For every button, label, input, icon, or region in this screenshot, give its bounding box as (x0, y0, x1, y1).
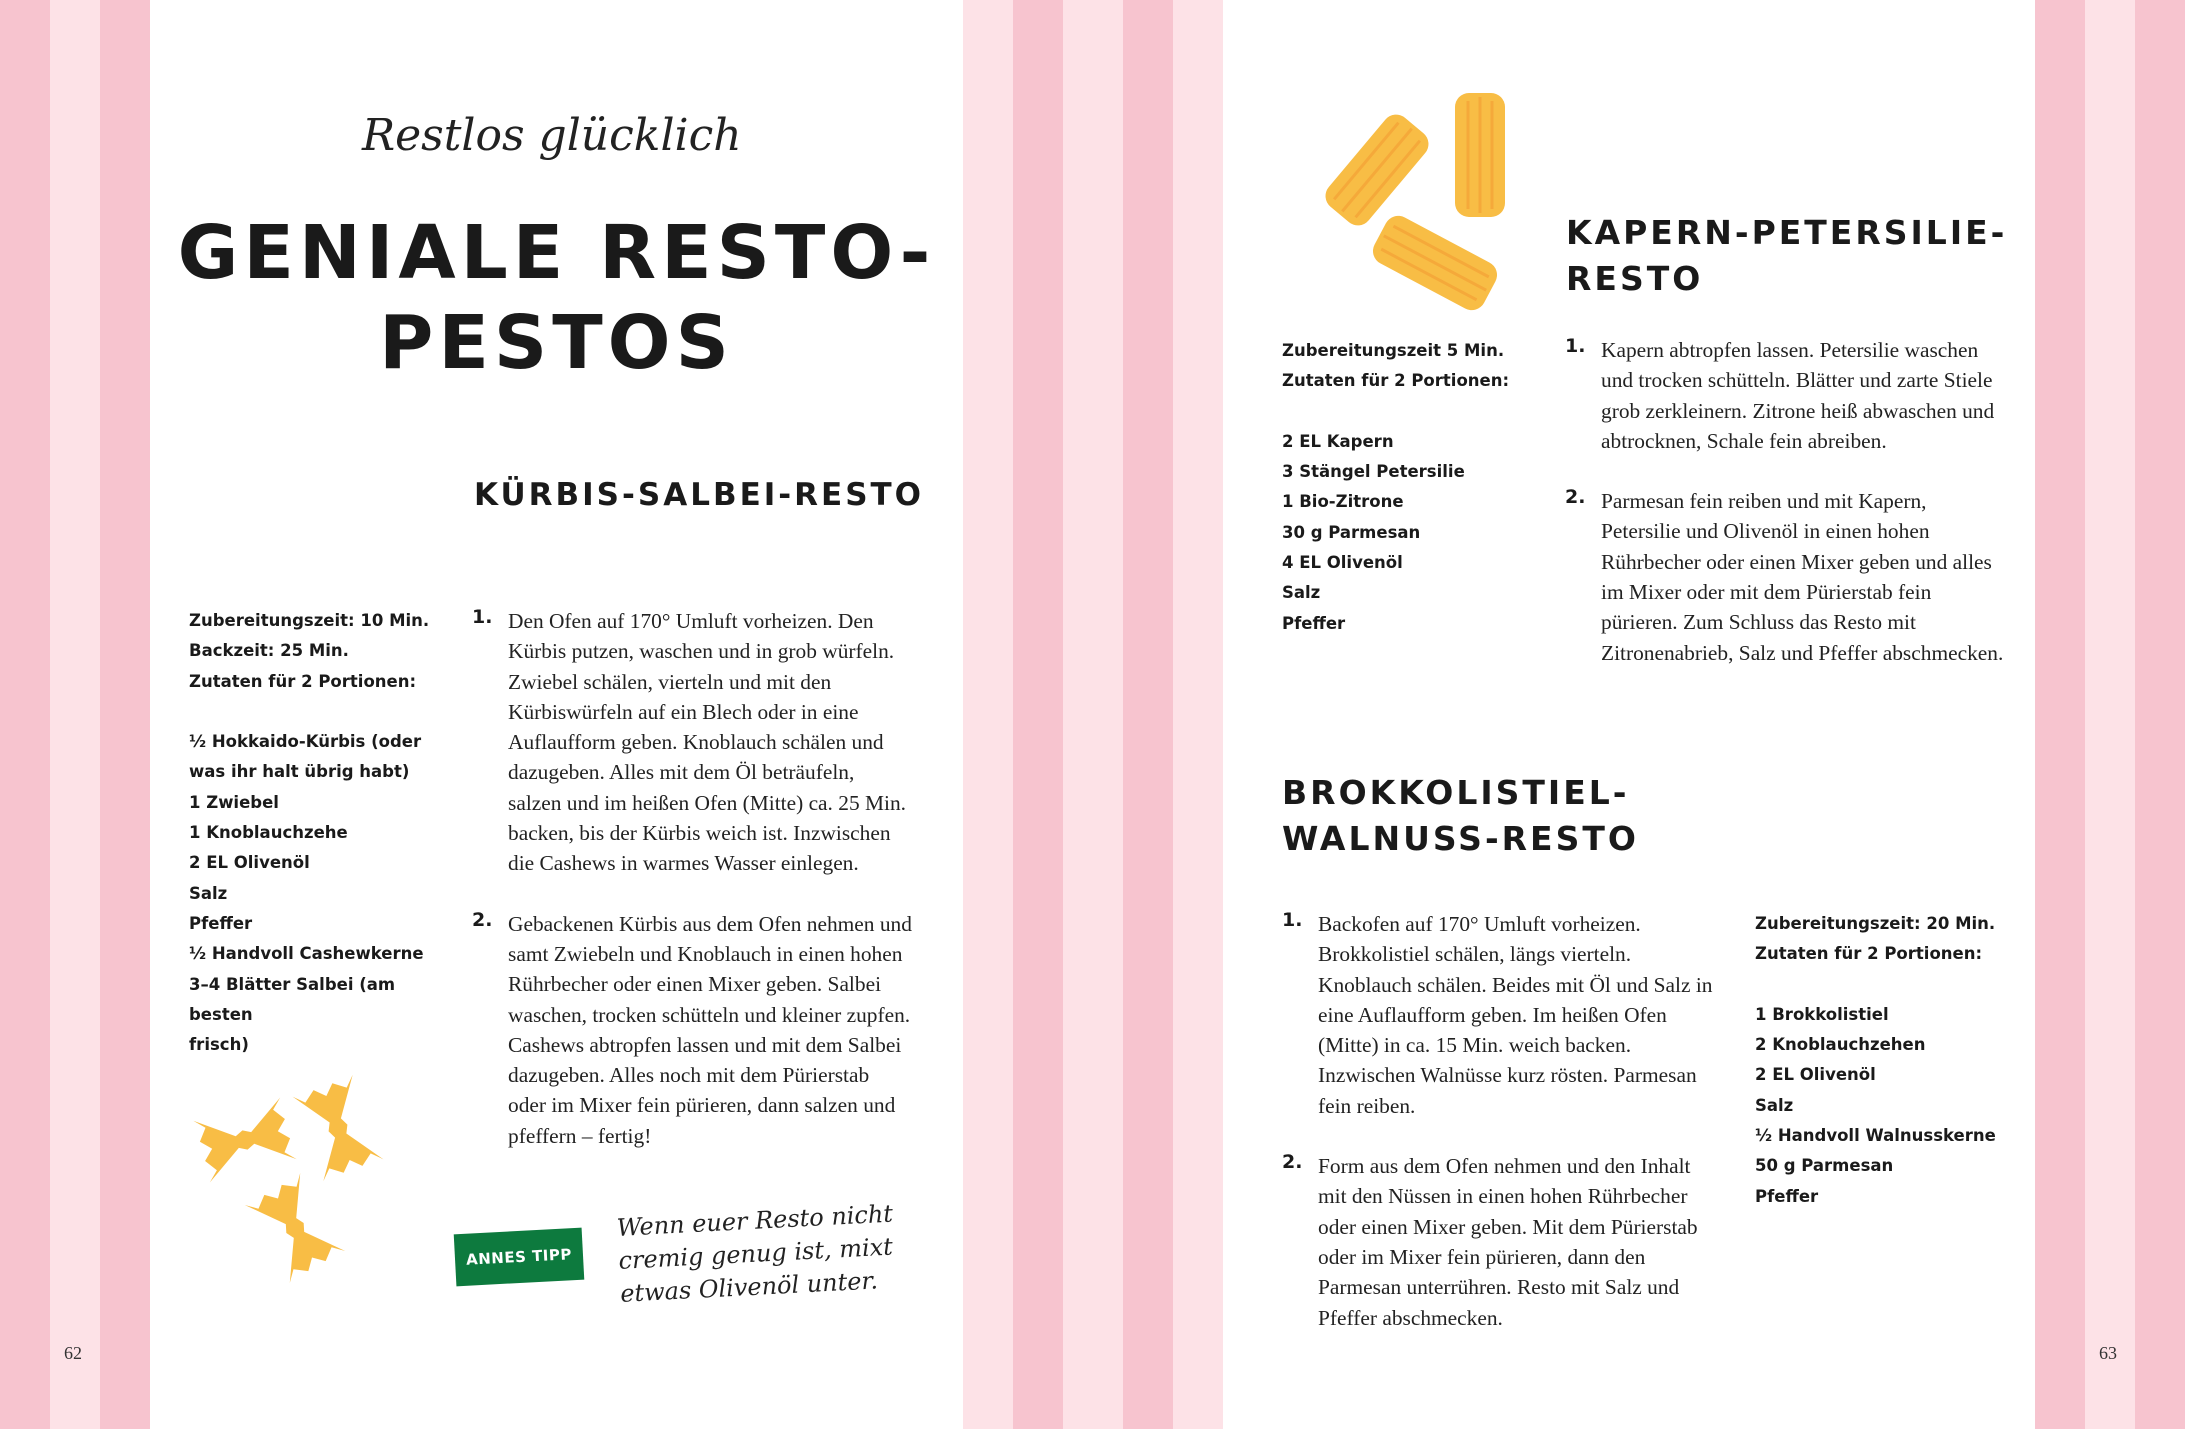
farfalle-pasta-icon (190, 1080, 390, 1280)
recipe-title-line: BROKKOLISTIEL- (1282, 773, 1630, 812)
tip-badge: ANNES TIPP (454, 1228, 585, 1287)
stripe (0, 0, 50, 1429)
step-item (1282, 909, 1714, 1121)
stripe (100, 0, 150, 1429)
ingredient: Pfeffer (1755, 1186, 1819, 1206)
ingredient: was ihr halt übrig habt) (189, 762, 410, 782)
step-text: Den Ofen auf 170° Umluft vorheizen. Den Kürbis putzen, waschen und in grob würfeln. Zwiebel schälen, vierteln und mit den Kürbiswürfeln auf ein Blech oder in eine Auflaufform geben. Knoblauch schälen und dazugeben. Alles mit dem Öl beträufeln, salzen und im heißen Ofen (Mitte) ca. 25 Min. backen, bis der Kürbis weich ist. Inzwischen die Cashews in warmes Wasser einlegen. (508, 609, 906, 876)
tip-text: Wenn euer Resto nicht cremig genug ist, mixt etwas Olivenöl unter. (616, 1199, 894, 1308)
stripe (1173, 0, 1223, 1429)
ingredient: Salz (1755, 1095, 1794, 1115)
step-number: 1. (472, 606, 493, 628)
recipe-title (1282, 770, 1639, 862)
recipe-title-line: WALNUSS-RESTO (1282, 819, 1639, 858)
prep-time: Zubereitungszeit: 20 Min. (1755, 914, 1996, 933)
recipe-meta (1282, 336, 1542, 639)
ingredient: 2 EL Olivenöl (1755, 1065, 1876, 1085)
step-text: Backofen auf 170° Umluft vorheizen. Brokkolistiel schälen, längs vierteln. Knoblauch schälen. Beides mit Öl und Salz in eine Auflaufform geben. Im heißen Ofen (Mitte) in ca. 15 Min. weich backen. Inzwischen Walnüsse kurz rösten. Parmesan fein reiben. (1318, 912, 1713, 1118)
step-item (1565, 486, 2005, 668)
step-text: Gebackenen Kürbis aus dem Ofen nehmen und samt Zwiebeln und Knoblauch in einen hohen Rührbecher oder einen Mixer geben. Salbei waschen, trocken schütteln und kleiner zupfen. Cashews abtropfen lassen und mit dem Salbei dazugeben. Alles noch mit dem Pürierstab oder im Mixer fein pürieren, dann salzen und pfeffern – fertig! (508, 911, 912, 1148)
rigatoni-pasta-icon (1315, 85, 1515, 315)
recipe-meta (1755, 909, 2015, 1212)
ingredient: 4 EL Olivenöl (1282, 553, 1403, 573)
step-item (1282, 1151, 1714, 1333)
stripe (1123, 0, 1173, 1429)
steps-list (1282, 909, 1714, 1363)
recipe-title (1566, 210, 2007, 302)
recipe-meta (189, 606, 459, 1060)
recipe-title-line: RESTO (1566, 259, 1704, 298)
step-number: 1. (1282, 909, 1303, 931)
prep-time: Zubereitungszeit 5 Min. (1282, 341, 1505, 360)
step-number: 2. (472, 908, 493, 931)
servings: Zutaten für 2 Portionen: (1755, 944, 1983, 964)
step-item (472, 606, 912, 879)
ingredient: Salz (1282, 583, 1321, 603)
page-title-line: GENIALE RESTO- (177, 210, 936, 296)
ingredient: ½ Hokkaido-Kürbis (oder (189, 732, 422, 752)
ingredient: 1 Brokkolistiel (1755, 1004, 1889, 1024)
stripe (1063, 0, 1123, 1429)
ingredient: 2 EL Olivenöl (189, 853, 310, 873)
step-number: 2. (1282, 1151, 1303, 1174)
ingredient: Pfeffer (189, 913, 253, 933)
kicker-script: Restlos glücklich (362, 110, 742, 161)
page-number: 62 (64, 1343, 82, 1363)
ingredient: 2 EL Kapern (1282, 431, 1394, 451)
ingredient: ½ Handvoll Walnusskerne (1755, 1126, 1996, 1146)
servings: Zutaten für 2 Portionen: (1282, 371, 1510, 391)
stripe (963, 0, 1013, 1429)
step-text: Kapern abtropfen lassen. Petersilie waschen und trocken schütteln. Blätter und zarte Stiele grob zerkleinern. Zitrone heiß abwaschen und abtrocknen, Schale fein abreiben. (1601, 338, 1995, 453)
ingredient-list (1755, 1000, 2015, 1212)
ingredient: 3–4 Blätter Salbei (am besten (189, 974, 396, 1024)
stripe (2085, 0, 2135, 1429)
stripe (1013, 0, 1063, 1429)
ingredient: ½ Handvoll Cashewkerne (189, 944, 424, 964)
ingredient: Pfeffer (1282, 613, 1346, 633)
ingredient: 50 g Parmesan (1755, 1156, 1894, 1176)
steps-list (1565, 335, 2005, 698)
step-text: Form aus dem Ofen nehmen und den Inhalt mit den Nüssen in einen hohen Rührbecher oder einen Mixer geben. Mit dem Pürierstab oder im Mixer fein pürieren, dann den Parmesan unterrühren. Resto mit Salz und Pfeffer abschmecken. (1318, 1154, 1698, 1330)
ingredient: Salz (189, 883, 228, 903)
ingredient: 1 Bio-Zitrone (1282, 492, 1404, 512)
ingredient: 30 g Parmesan (1282, 522, 1421, 542)
bake-time: Backzeit: 25 Min. (189, 641, 349, 661)
page-title (150, 208, 963, 388)
step-number: 1. (1565, 335, 1586, 357)
ingredient-list (1282, 427, 1542, 639)
recipe-title: KÜRBIS-SALBEI-RESTO (474, 477, 925, 513)
step-item (1565, 335, 2005, 456)
ingredient: 3 Stängel Petersilie (1282, 462, 1465, 482)
page-number: 63 (2099, 1343, 2117, 1363)
step-number: 2. (1565, 486, 1586, 509)
prep-time: Zubereitungszeit: 10 Min. (189, 611, 430, 630)
recipe-title-line: KAPERN-PETERSILIE- (1566, 213, 2008, 252)
step-text: Parmesan fein reiben und mit Kapern, Petersilie und Olivenöl in einen hohen Rührbecher oder einen Mixer geben und alles im Mixer oder mit dem Pürierstab fein pürieren. Zum Schluss das Resto mit Zitronenabrieb, Salz und Pfeffer abschmecken. (1601, 489, 2004, 665)
step-item (472, 909, 912, 1151)
stripe (2135, 0, 2185, 1429)
ingredient: 1 Zwiebel (189, 792, 279, 812)
page-title-line: PESTOS (379, 300, 734, 386)
ingredient: 1 Knoblauchzehe (189, 823, 348, 843)
ingredient-list (189, 727, 459, 1060)
ingredient: 2 Knoblauchzehen (1755, 1035, 1926, 1055)
servings: Zutaten für 2 Portionen: (189, 671, 417, 691)
stripe (2035, 0, 2085, 1429)
steps-list (472, 606, 912, 1181)
stripe (50, 0, 100, 1429)
ingredient: frisch) (189, 1035, 249, 1055)
